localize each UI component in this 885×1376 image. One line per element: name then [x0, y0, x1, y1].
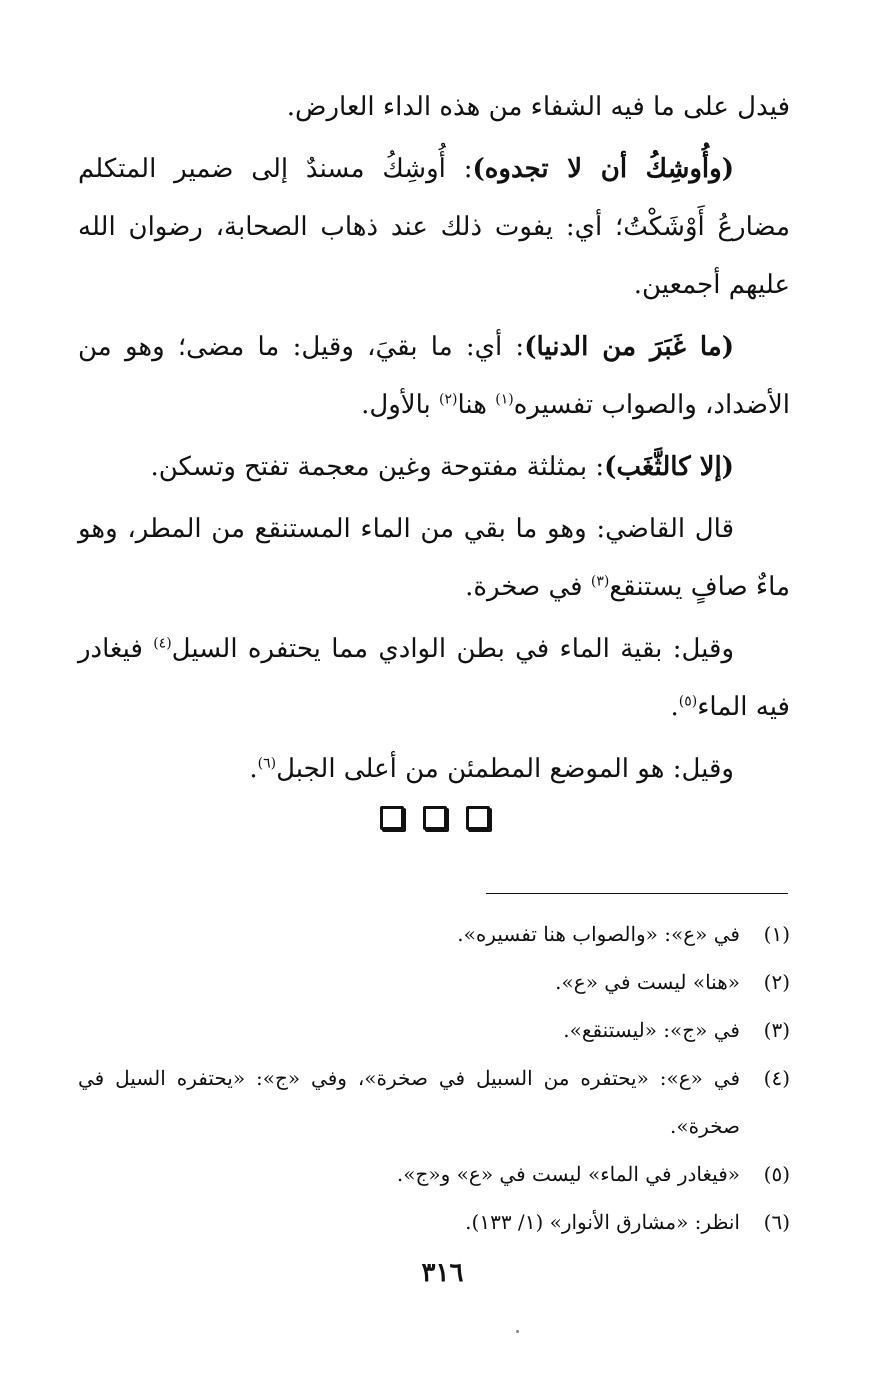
footnote-text: «فيغادر في الماء» ليست في «ع» و«ج».	[396, 1162, 740, 1186]
square-ornament-icon	[466, 806, 490, 830]
footnotes	[78, 910, 790, 1246]
footnote-number: (٣)	[763, 1018, 790, 1042]
footnote-text: في «ع»: «والصواب هنا تفسيره».	[457, 922, 740, 946]
footnote-item	[78, 1054, 790, 1150]
lemma-heading: (إلا كالثَّغَب)	[604, 452, 734, 482]
footnote-ref[interactable]: (٢)	[439, 391, 458, 408]
main-text	[78, 78, 790, 802]
paragraph-text: في صخرة.	[465, 572, 591, 602]
footnote-item	[78, 1006, 790, 1054]
paragraph-text: بالأول.	[361, 390, 440, 420]
footnote-number: (٤)	[763, 1066, 790, 1090]
footnote-text: «هنا» ليست في «ع».	[555, 970, 740, 994]
paragraph-text: : أُوشِكُ مسندٌ إلى ضمير المتكلم مضارعُ أَوْشَكْتُ؛ أي: يفوت ذلك عند ذهاب الصحابة، رضوان الله عليهم أجمعين.	[78, 154, 790, 300]
footnote-ref[interactable]: (٦)	[257, 755, 277, 772]
paragraph-5	[78, 500, 790, 616]
footnote-number: (٦)	[763, 1210, 790, 1234]
footnote-number: (٥)	[763, 1162, 790, 1186]
paragraph-text: فيدل على ما فيه الشفاء من هذه الداء العارض.	[286, 92, 790, 122]
square-ornament-icon	[380, 806, 404, 830]
section-divider-ornament	[380, 806, 490, 830]
paragraph-6	[78, 620, 790, 736]
footnote-item	[78, 958, 790, 1006]
square-ornament-icon	[423, 806, 447, 830]
paragraph-text: .	[249, 754, 258, 784]
paragraph-text: هنا	[457, 390, 496, 420]
footnote-ref[interactable]: (١)	[495, 391, 514, 408]
footnote-number: (٢)	[763, 970, 790, 994]
paragraph-text: فيغادر فيه الماء	[78, 634, 790, 722]
paragraph-2	[78, 140, 790, 314]
footnote-ref[interactable]: (٣)	[590, 573, 610, 590]
lemma-heading: (ما غَبَرَ من الدنيا)	[524, 332, 734, 362]
paragraph-text: وقيل: بقية الماء في بطن الوادي مما يحتفره السيل	[171, 634, 734, 664]
footnote-rule	[486, 893, 788, 894]
paragraph-text: وقيل: هو الموضع المطمئن من أعلى الجبل	[276, 754, 734, 784]
footnote-text: انظر: «مشارق الأنوار» (١/ ١٣٣).	[465, 1210, 740, 1234]
scan-speck	[516, 1330, 519, 1333]
paragraph-text: : بمثلثة مفتوحة وغين معجمة تفتح وتسكن.	[150, 452, 605, 482]
footnote-item	[78, 1150, 790, 1198]
footnote-item	[78, 910, 790, 958]
lemma-heading: (وأُوشِكُ أن لا تجدوه)	[472, 154, 734, 184]
footnote-text: في «ج»: «ليستنقع».	[563, 1018, 740, 1042]
paragraph-4	[78, 438, 790, 496]
footnote-text: في «ع»: «يحتفره من السبيل في صخرة»، وفي «ج»: «يحتفره السيل في صخرة».	[78, 1066, 740, 1138]
footnote-ref[interactable]: (٤)	[153, 635, 172, 652]
page-number: ٣١٦	[421, 1258, 464, 1288]
paragraph-1	[78, 78, 790, 136]
paragraph-3	[78, 318, 790, 434]
footnote-item	[78, 1198, 790, 1246]
paragraph-text: قال القاضي: وهو ما بقي من الماء المستنقع من المطر، وهو ماءٌ صافٍ يستنقع	[78, 514, 790, 602]
paragraph-text: : أي: ما بقيَ، وقيل: ما مضى؛ وهو من الأضداد، والصواب تفسيره	[78, 332, 790, 420]
footnote-ref[interactable]: (٥)	[678, 693, 698, 710]
footnote-number: (١)	[763, 922, 790, 946]
paragraph-7	[78, 740, 790, 798]
paragraph-text: .	[670, 692, 679, 722]
